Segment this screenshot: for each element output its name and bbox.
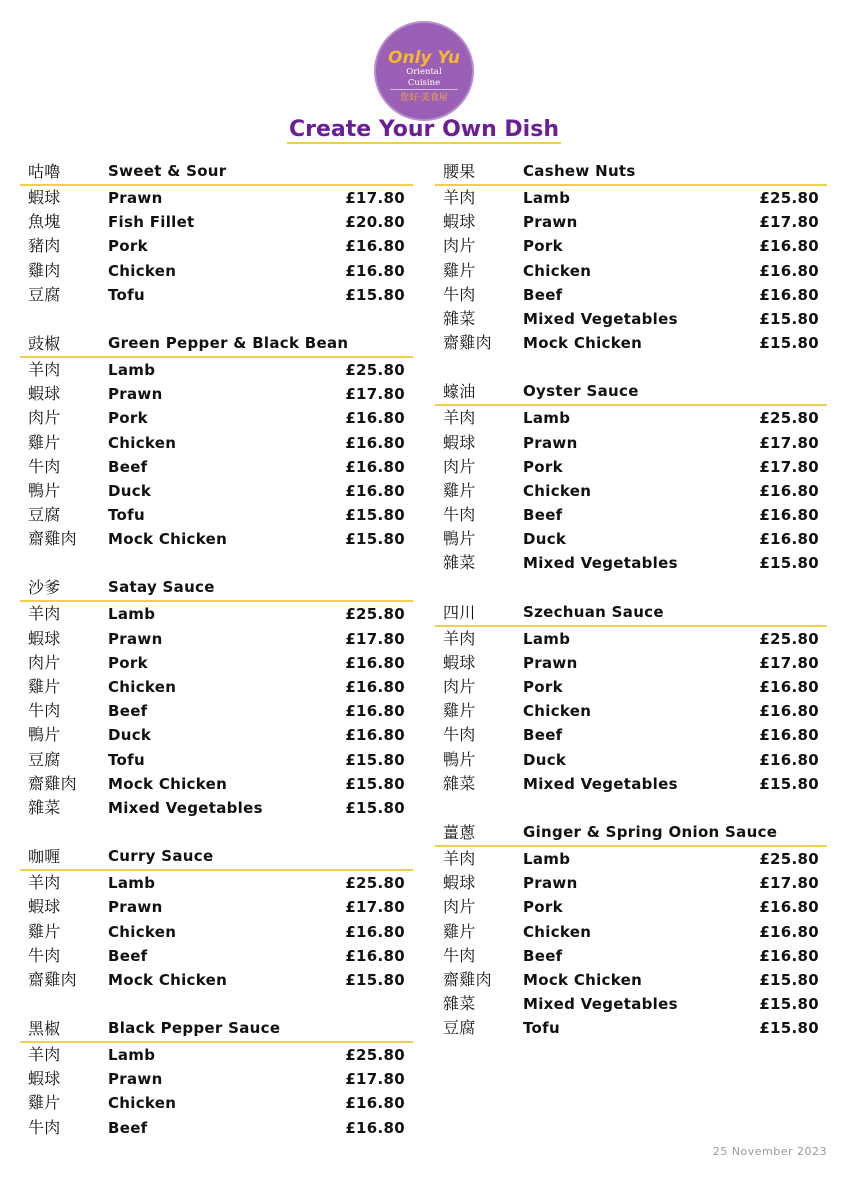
menu-item [435,675,827,699]
menu-item [20,772,413,796]
item-price: £16.80 [759,261,819,280]
page-title: Create Your Own Dish [289,117,559,142]
section-name: Ginger & Spring Onion Sauce [523,822,778,841]
section-chinese-name: 四川 [443,602,476,622]
logo-brand: Only Yu [388,48,460,68]
item-name: Mock Chicken [523,970,643,989]
menu-section [435,159,827,355]
item-chinese-name: 雞片 [28,1093,61,1113]
menu-item [435,699,827,723]
item-price: £16.80 [345,922,405,941]
menu-item [20,920,413,944]
section-header [20,159,413,186]
section-chinese-name: 沙爹 [28,578,61,598]
item-price: £16.80 [759,922,819,941]
menu-item [435,748,827,772]
item-chinese-name: 齋雞肉 [443,969,492,989]
item-name: Lamb [523,409,571,428]
section-chinese-name: 蠔油 [443,382,476,402]
item-name: Duck [523,750,567,769]
menu-item [20,675,413,699]
item-price: £17.80 [345,385,405,404]
item-name: Mixed Vegetables [523,554,678,573]
menu-item [435,992,827,1016]
item-price: £16.80 [759,898,819,917]
item-chinese-name: 蝦球 [443,432,476,452]
item-name: Chicken [523,481,592,500]
item-name: Prawn [108,1070,163,1089]
item-chinese-name: 蝦球 [28,897,61,917]
section-name: Black Pepper Sauce [108,1019,281,1038]
item-price: £25.80 [345,605,405,624]
item-price: £25.80 [759,409,819,428]
item-name: Mixed Vegetables [523,309,678,328]
menu-item [435,234,827,258]
item-chinese-name: 羊肉 [28,1045,61,1065]
item-price: £15.80 [759,334,819,353]
item-name: Pork [108,653,148,672]
item-price: £16.80 [759,530,819,549]
menu-item [20,406,413,430]
item-chinese-name: 蝦球 [443,652,476,672]
item-name: Fish Fillet [108,213,195,232]
menu-item [20,382,413,406]
menu-item [435,307,827,331]
item-chinese-name: 雞片 [443,260,476,280]
item-name: Prawn [108,898,163,917]
menu-section [20,159,413,307]
section-header [20,1016,413,1043]
item-chinese-name: 肉片 [28,408,61,428]
menu-item [435,455,827,479]
item-name: Lamb [523,629,571,648]
item-price: £16.80 [345,457,405,476]
item-name: Prawn [523,213,578,232]
section-header [435,159,827,186]
item-chinese-name: 羊肉 [443,408,476,428]
menu-item [20,1091,413,1115]
item-chinese-name: 牛肉 [28,456,61,476]
item-name: Lamb [108,874,156,893]
menu-item [435,406,827,430]
menu-item [20,602,413,626]
section-header [435,820,827,847]
item-price: £15.80 [345,798,405,817]
item-price: £25.80 [759,189,819,207]
section-header [20,331,413,358]
item-price: £15.80 [345,970,405,989]
item-name: Mock Chicken [523,334,643,353]
item-price: £25.80 [759,629,819,648]
item-name: Pork [523,898,563,917]
menu-column-right [435,159,827,1064]
item-price: £15.80 [759,774,819,793]
item-name: Pork [108,237,148,256]
item-price: £16.80 [345,1094,405,1113]
item-price: £15.80 [345,285,405,304]
item-price: £15.80 [759,970,819,989]
item-price: £15.80 [759,995,819,1014]
item-name: Tofu [523,1019,560,1038]
item-chinese-name: 雜菜 [28,797,61,817]
item-price: £17.80 [345,189,405,207]
item-name: Chicken [523,261,592,280]
item-price: £16.80 [345,946,405,965]
item-chinese-name: 羊肉 [443,848,476,868]
item-price: £25.80 [345,1046,405,1065]
item-chinese-name: 蝦球 [28,1069,61,1089]
item-chinese-name: 牛肉 [443,945,476,965]
item-price: £16.80 [345,481,405,500]
item-chinese-name: 牛肉 [28,945,61,965]
item-chinese-name: 蝦球 [28,384,61,404]
item-price: £25.80 [345,874,405,893]
item-chinese-name: 羊肉 [28,873,61,893]
item-chinese-name: 羊肉 [443,628,476,648]
menu-item [20,1067,413,1091]
item-chinese-name: 鴨片 [28,480,61,500]
section-name: Szechuan Sauce [523,602,664,621]
item-price: £16.80 [759,946,819,965]
item-price: £16.80 [345,433,405,452]
menu-item [435,847,827,871]
item-chinese-name: 蝦球 [28,628,61,648]
item-chinese-name: 雞片 [443,480,476,500]
item-name: Beef [108,702,148,721]
item-price: £16.80 [345,1118,405,1137]
section-chinese-name: 黑椒 [28,1019,61,1039]
item-name: Prawn [523,433,578,452]
item-price: £16.80 [759,506,819,525]
item-price: £17.80 [345,1070,405,1089]
item-chinese-name: 鴨片 [28,725,61,745]
item-chinese-name: 牛肉 [28,701,61,721]
menu-item [435,895,827,919]
section-header [435,379,827,406]
item-name: Prawn [523,653,578,672]
item-chinese-name: 蝦球 [443,873,476,893]
item-chinese-name: 肉片 [443,236,476,256]
item-chinese-name: 雞片 [28,432,61,452]
menu-section [20,575,413,820]
item-chinese-name: 齋雞肉 [28,529,77,549]
section-chinese-name: 咖喱 [28,847,61,867]
item-price: £16.80 [759,237,819,256]
item-chinese-name: 豆腐 [28,284,61,304]
menu-item [20,796,413,820]
menu-section [435,600,827,796]
item-price: £16.80 [345,726,405,745]
menu-item [20,210,413,234]
section-chinese-name: 腰果 [443,162,476,181]
item-chinese-name: 肉片 [443,897,476,917]
logo-subtitle: Oriental Cuisine [390,67,458,90]
menu-item [20,627,413,651]
menu-item [435,968,827,992]
menu-item [20,234,413,258]
item-name: Mixed Vegetables [108,798,263,817]
item-price: £25.80 [345,360,405,379]
section-name: Cashew Nuts [523,162,636,180]
menu-item [20,1043,413,1067]
menu-item [435,527,827,551]
menu-item [435,651,827,675]
section-header [20,575,413,602]
item-name: Prawn [108,189,163,207]
menu-column-left [20,159,413,1164]
item-price: £17.80 [345,898,405,917]
menu-item [435,479,827,503]
item-name: Beef [523,285,563,304]
menu-item [20,186,413,210]
item-chinese-name: 齋雞肉 [28,969,77,989]
page-title-wrap [0,116,848,144]
item-name: Beef [108,1118,148,1137]
menu-section [20,331,413,552]
menu-item [435,944,827,968]
item-name: Mock Chicken [108,970,228,989]
item-price: £25.80 [759,849,819,868]
item-price: £15.80 [345,750,405,769]
item-name: Prawn [108,385,163,404]
item-price: £17.80 [759,653,819,672]
section-header [20,844,413,871]
item-chinese-name: 蝦球 [443,212,476,232]
item-price: £15.80 [759,554,819,573]
menu-item [20,1116,413,1140]
item-chinese-name: 鴨片 [443,749,476,769]
menu-item [435,551,827,575]
item-name: Lamb [523,189,571,207]
item-chinese-name: 雞片 [28,677,61,696]
menu-item [435,186,827,210]
item-price: £17.80 [759,433,819,452]
menu-item [435,871,827,895]
menu-item [435,210,827,234]
item-price: £16.80 [345,678,405,696]
item-chinese-name: 雞肉 [28,260,61,280]
item-price: £16.80 [759,285,819,304]
menu-item [435,431,827,455]
item-chinese-name: 豆腐 [28,505,61,525]
item-name: Beef [108,457,148,476]
item-chinese-name: 牛肉 [443,725,476,745]
section-chinese-name: 豉椒 [28,333,61,353]
item-name: Chicken [108,261,177,280]
item-price: £16.80 [759,678,819,696]
item-chinese-name: 羊肉 [28,359,61,379]
item-name: Prawn [108,629,163,648]
item-price: £17.80 [345,629,405,648]
item-chinese-name: 雞片 [28,921,61,941]
menu-item [435,627,827,651]
item-price: £17.80 [759,213,819,232]
item-chinese-name: 肉片 [443,677,476,696]
menu-item [20,527,413,551]
section-name: Satay Sauce [108,578,215,597]
menu-section [20,1016,413,1140]
item-price: £17.80 [759,874,819,893]
item-price: £15.80 [759,1019,819,1038]
item-name: Duck [108,726,152,745]
menu-item [20,431,413,455]
item-name: Lamb [108,1046,156,1065]
item-name: Beef [523,946,563,965]
item-price: £15.80 [345,774,405,793]
menu-item [20,455,413,479]
section-chinese-name: 咕嚕 [28,162,61,181]
menu-item [435,723,827,747]
item-chinese-name: 雜菜 [443,308,476,328]
item-price: £16.80 [345,653,405,672]
item-name: Beef [523,506,563,525]
menu-item [435,772,827,796]
menu-item [20,968,413,992]
item-chinese-name: 魚塊 [28,212,61,232]
item-name: Lamb [523,849,571,868]
item-name: Pork [523,457,563,476]
menu-item [20,358,413,382]
logo-chinese: 您好·美食屋 [400,93,448,103]
item-chinese-name: 蝦球 [28,188,61,207]
item-price: £16.80 [345,702,405,721]
menu-item [435,331,827,355]
item-chinese-name: 羊肉 [28,604,61,624]
menu-item [20,944,413,968]
item-price: £15.80 [345,506,405,525]
item-chinese-name: 牛肉 [443,505,476,525]
item-chinese-name: 豆腐 [28,749,61,769]
item-chinese-name: 豬肉 [28,236,61,256]
item-price: £16.80 [345,409,405,428]
item-name: Duck [108,481,152,500]
menu-item [20,259,413,283]
item-chinese-name: 雞片 [443,921,476,941]
menu-item [20,723,413,747]
item-chinese-name: 鴨片 [443,529,476,549]
section-name: Oyster Sauce [523,382,639,401]
menu-date: 25 November 2023 [712,1145,827,1158]
item-name: Prawn [523,874,578,893]
item-chinese-name: 雜菜 [443,553,476,573]
menu-section [20,844,413,992]
item-chinese-name: 齋雞肉 [443,333,492,353]
item-name: Pork [108,409,148,428]
item-name: Chicken [523,702,592,721]
item-name: Pork [523,678,563,696]
item-price: £15.80 [759,309,819,328]
item-price: £16.80 [345,237,405,256]
item-chinese-name: 牛肉 [443,284,476,304]
menu-item [20,503,413,527]
item-price: £20.80 [345,213,405,232]
menu-item [20,748,413,772]
item-name: Chicken [108,433,177,452]
menu-item [435,503,827,527]
item-chinese-name: 肉片 [28,652,61,672]
item-price: £16.80 [759,481,819,500]
item-name: Beef [108,946,148,965]
item-price: £16.80 [759,750,819,769]
restaurant-logo [374,21,474,121]
item-price: £16.80 [759,726,819,745]
item-price: £16.80 [759,702,819,721]
menu-item [20,283,413,307]
item-chinese-name: 肉片 [443,456,476,476]
item-name: Mixed Vegetables [523,774,678,793]
item-name: Mock Chicken [108,774,228,793]
item-price: £17.80 [759,457,819,476]
item-chinese-name: 齋雞肉 [28,773,77,793]
item-name: Pork [523,237,563,256]
menu-item [20,651,413,675]
item-name: Mixed Vegetables [523,995,678,1014]
item-name: Duck [523,530,567,549]
menu-item [20,479,413,503]
menu-item [435,920,827,944]
item-name: Tofu [108,506,145,525]
item-chinese-name: 羊肉 [443,188,476,207]
item-name: Chicken [108,922,177,941]
item-name: Mock Chicken [108,530,228,549]
item-name: Chicken [108,1094,177,1113]
item-price: £15.80 [345,530,405,549]
item-chinese-name: 雜菜 [443,994,476,1014]
item-name: Chicken [108,678,177,696]
item-chinese-name: 牛肉 [28,1117,61,1137]
item-price: £16.80 [345,261,405,280]
section-header [435,600,827,627]
item-chinese-name: 雞片 [443,701,476,721]
menu-item [20,895,413,919]
menu-item [435,1016,827,1040]
menu-item [435,283,827,307]
item-chinese-name: 雜菜 [443,773,476,793]
section-chinese-name: 薑蔥 [443,822,476,842]
menu-section [435,379,827,575]
item-chinese-name: 豆腐 [443,1018,476,1038]
item-name: Chicken [523,922,592,941]
menu-item [20,699,413,723]
menu-item [435,259,827,283]
section-name: Sweet & Sour [108,162,227,180]
item-name: Beef [523,726,563,745]
menu-item [20,871,413,895]
section-name: Green Pepper & Black Bean [108,333,349,352]
item-name: Tofu [108,285,145,304]
item-name: Lamb [108,360,156,379]
menu-section [435,820,827,1041]
item-name: Lamb [108,605,156,624]
item-name: Tofu [108,750,145,769]
section-name: Curry Sauce [108,847,214,866]
